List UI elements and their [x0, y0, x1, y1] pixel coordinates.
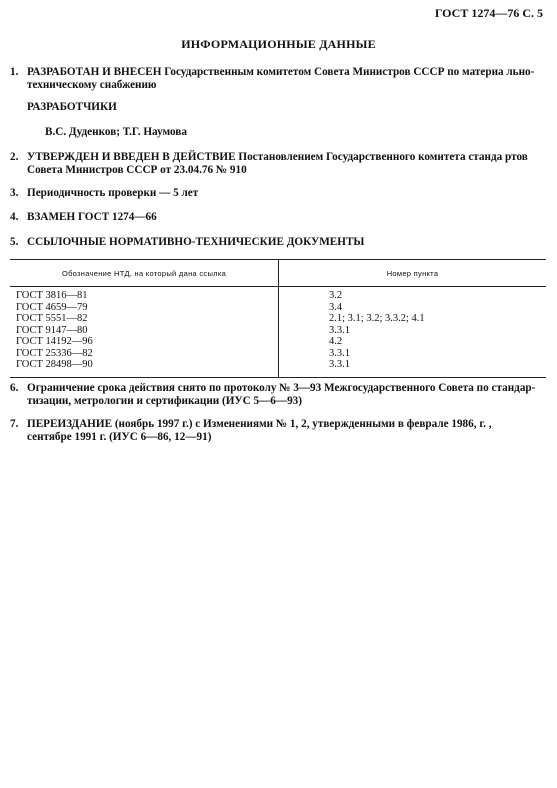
developers-names: В.С. Дуденков; Т.Г. Наумова [45, 126, 187, 138]
item-text-continued: сентябре 1991 г. (ИУС 6—86, 12—91) [27, 431, 212, 443]
item-text: ССЫЛОЧНЫЕ НОРМАТИВНО-ТЕХНИЧЕСКИЕ ДОКУМЕНТЫ [27, 236, 365, 248]
column-header-clause: Номер пункта [279, 260, 547, 287]
clause-number: 3.2 [329, 290, 343, 301]
clause-number: 3.3.1 [329, 324, 350, 336]
column-header-document: Обозначение НТД, на который дана ссылка [10, 260, 279, 287]
item-3 [10, 187, 546, 200]
item-bold-lead: РАЗРАБОТАН И ВНЕСЕН [27, 66, 162, 78]
document-title: ИНФОРМАЦИОННЫЕ ДАННЫЕ [181, 37, 376, 51]
item-text: Постановлением Государственного комитета станда ртов [235, 151, 528, 163]
table-row [10, 287, 546, 378]
clause-column [279, 287, 547, 378]
clause-number: 2.1; 3.1; 3.2; 3.3.2; 4.1 [329, 313, 425, 324]
item-text: (ноябрь 1997 г.) с Изменениями № 1, 2, утвержденными в феврале 1986, г. , [112, 418, 492, 430]
item-7 [10, 418, 546, 444]
reference-table [10, 259, 546, 378]
item-5 [10, 236, 546, 249]
item-number: 6. [10, 382, 19, 394]
item-6 [10, 382, 546, 408]
document-ref: ГОСТ 14192—96 [16, 336, 93, 347]
item-4 [10, 211, 546, 224]
document-ref: ГОСТ 5551—82 [16, 313, 88, 324]
clause-number: 4.2 [329, 336, 343, 347]
item-text: ВЗАМЕН ГОСТ 1274—66 [27, 211, 157, 223]
document-ref: ГОСТ 3816—81 [16, 290, 88, 301]
document-ref: ГОСТ 9147—80 [16, 324, 88, 336]
item-text-continued: тизации, метрологии и сертификации (ИУС 5—6—93) [27, 395, 302, 407]
item-text: Государственным комитетом Совета Министров СССР по материа льно- [161, 66, 535, 78]
document-column [10, 287, 279, 378]
item-bold-lead: УТВЕРЖДЕН И ВВЕДЕН В ДЕЙСТВИЕ [27, 151, 236, 163]
table-header-row [10, 260, 546, 287]
item-number: 5. [10, 236, 19, 248]
item-2 [10, 151, 546, 177]
item-1 [10, 66, 546, 92]
item-bold-lead: ПЕРЕИЗДАНИЕ [27, 418, 113, 430]
developers-heading: РАЗРАБОТЧИКИ [27, 101, 117, 113]
document-ref: ГОСТ 25336—82 [16, 347, 93, 359]
clause-number: 3.3.1 [329, 359, 350, 370]
item-number: 2. [10, 151, 19, 163]
item-text-continued: техническому снабжению [27, 79, 157, 91]
item-text: Периодичность проверки — 5 лет [27, 187, 199, 199]
item-number: 4. [10, 211, 19, 223]
page-header: ГОСТ 1274—76 С. 5 [434, 6, 543, 20]
item-number: 7. [10, 418, 19, 430]
clause-number: 3.3.1 [329, 347, 350, 359]
item-number: 1. [10, 66, 19, 78]
item-text-continued: Совета Министров СССР от 23.04.76 № 910 [27, 164, 247, 176]
document-ref: ГОСТ 4659—79 [16, 301, 88, 313]
item-text: Ограничение срока действия снято по протоколу № 3—93 Межгосударственного Совета по стандар- [27, 382, 536, 394]
document-ref: ГОСТ 28498—90 [16, 359, 93, 370]
clause-number: 3.4 [329, 301, 343, 313]
item-number: 3. [10, 187, 19, 199]
